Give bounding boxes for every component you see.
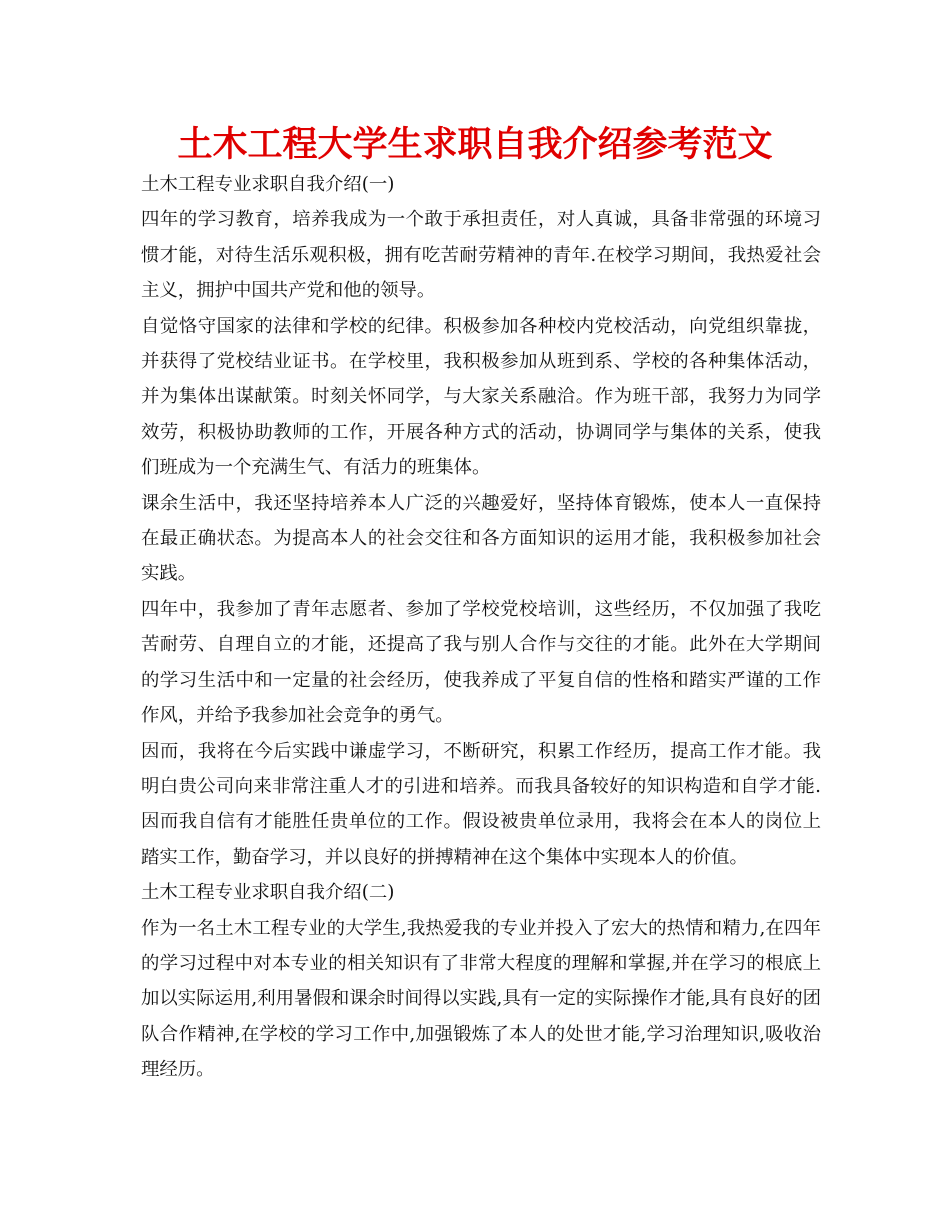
section-heading-2: 土木工程专业求职自我介绍(二) (141, 882, 395, 904)
paragraph-5: 因而，我将在今后实践中谦虚学习，不断研究，积累工作经历，提高工作才能。我明白贵公司向来非常注重人才的引进和培养。而我具备较好的知识构造和自学才能.因而我自信有才能胜任贵单位的工作。假设被贵单位录用，我将会在本人的岗位上踏实工作，勤奋学习，并以良好的拼搏精神在这个集体中实现本人的价值。 (141, 740, 821, 868)
document-body (141, 167, 821, 1088)
section-heading-1: 土木工程专业求职自我介绍(一) (141, 174, 395, 195)
paragraph-3: 课余生活中，我还坚持培养本人广泛的兴趣爱好，坚持体育锻炼，使本人一直保持在最正确状态。为提高本人的社会交往和各方面知识的运用才能，我积极参加社会实践。 (141, 492, 821, 585)
paragraph-2: 自觉恪守国家的法律和学校的纪律。积极参加各种校内党校活动，向党组织靠拢，并获得了党校结业证书。在学校里，我积极参加从班到系、学校的各种集体活动，并为集体出谋献策。时刻关怀同学，与大家关系融洽。作为班干部，我努力为同学效劳，积极协助教师的工作，开展各种方式的活动，协调同学与集体的关系，使我们班成为一个充满生气、有活力的班集体。 (141, 315, 821, 479)
document-title: 土木工程大学生求职自我介绍参考范文 (177, 124, 773, 165)
paragraph-4: 四年中，我参加了青年志愿者、参加了学校党校培训，这些经历，不仅加强了我吃苦耐劳、自理自立的才能，还提高了我与别人合作与交往的才能。此外在大学期间的学习生活中和一定量的社会经历，使我养成了平复自信的性格和踏实严谨的工作作风，并给予我参加社会竞争的勇气。 (141, 598, 821, 727)
paragraph-1: 四年的学习教育，培养我成为一个敢于承担责任，对人真诚，具备非常强的环境习惯才能，对待生活乐观积极，拥有吃苦耐劳精神的青年.在校学习期间，我热爱社会主义，拥护中国共产党和他的领导。 (141, 209, 821, 302)
paragraph-6: 作为一名土木工程专业的大学生,我热爱我的专业并投入了宏大的热情和精力,在四年的学习过程中对本专业的相关知识有了非常大程度的理解和掌握,并在学习的根底上加以实际运用,利用暑假和课余时间得以实践,具有一定的实际操作才能,具有良好的团队合作精神,在学校的学习工作中,加强锻炼了本人的处世才能,学习治理知识,吸收治理经历。 (141, 917, 821, 1081)
